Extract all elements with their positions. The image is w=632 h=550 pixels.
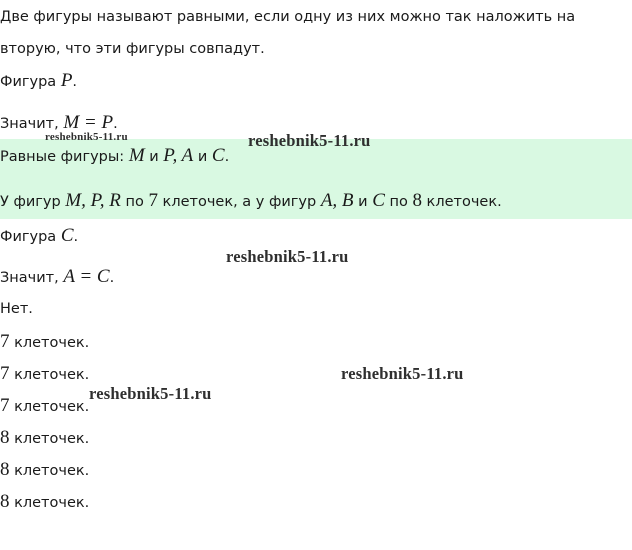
therefore-label: Значит, [0,270,64,286]
conjunction: и [144,149,164,165]
figure-label: Фигура [0,229,61,245]
answer-number: 7 [0,363,10,384]
period: . [109,270,115,286]
math-m: M [128,145,145,166]
period: . [72,74,78,90]
text-segment: по [384,194,413,210]
therefore-a-equals-c [0,266,114,289]
answer-number: 8 [0,459,10,480]
math-a-equals-c: A = C [63,266,110,287]
period: . [224,149,230,165]
answer-text: клеточек. [9,335,90,351]
answer-line [0,459,89,482]
watermark: reshebnik5-11.ru [89,384,212,403]
figure-label: Фигура [0,74,61,90]
answer-number: 8 [0,491,10,512]
answer-text: клеточек. [9,495,90,511]
cells-count-line [0,190,502,213]
paragraph-line-1: Две фигуры называют равными, если одну из них можно так наложить на [0,9,576,25]
math-m-equals-p: M = P [63,112,114,133]
answer-line [0,427,89,450]
answer-number: 7 [0,395,10,416]
text-segment: клеточек. [421,194,502,210]
answer-line [0,395,89,418]
math-p: P [60,70,73,91]
text-segment: клеточек, а у фигур [157,194,321,210]
math-m-p-r: M, P, R [65,190,121,211]
math-c: C [372,190,385,211]
equal-figures-label: Равные фигуры: [0,149,129,165]
answer-line [0,331,89,354]
math-c: C [60,225,74,246]
text-segment: У фигур [0,194,66,210]
answer-number: 7 [0,331,10,352]
math-p-a: P, A [163,145,194,166]
text-segment: по [120,194,149,210]
watermark: reshebnik5-11.ru [45,131,128,143]
text-segment: и [353,194,373,210]
figure-p-line [0,70,77,93]
math-a-b: A, B [320,190,354,211]
answer-no: Нет. [0,301,33,317]
watermark: reshebnik5-11.ru [248,131,371,150]
paragraph-line-2: вторую, что эти фигуры совпадут. [0,41,265,57]
period: . [73,229,79,245]
figure-c-line [0,225,78,248]
answer-line [0,363,89,386]
answer-text: клеточек. [9,399,90,415]
number-7: 7 [148,190,158,211]
watermark: reshebnik5-11.ru [341,364,464,383]
equal-figures-line [0,145,229,168]
answer-line [0,491,89,514]
answer-text: клеточек. [9,463,90,479]
math-c: C [211,145,225,166]
conjunction: и [193,149,212,165]
answer-number: 8 [0,427,10,448]
period: . [113,116,118,132]
answer-text: клеточек. [9,431,90,447]
therefore-label: Значит, [0,116,64,132]
number-8: 8 [412,190,422,211]
answer-text: клеточек. [9,367,90,383]
watermark: reshebnik5-11.ru [226,247,349,266]
